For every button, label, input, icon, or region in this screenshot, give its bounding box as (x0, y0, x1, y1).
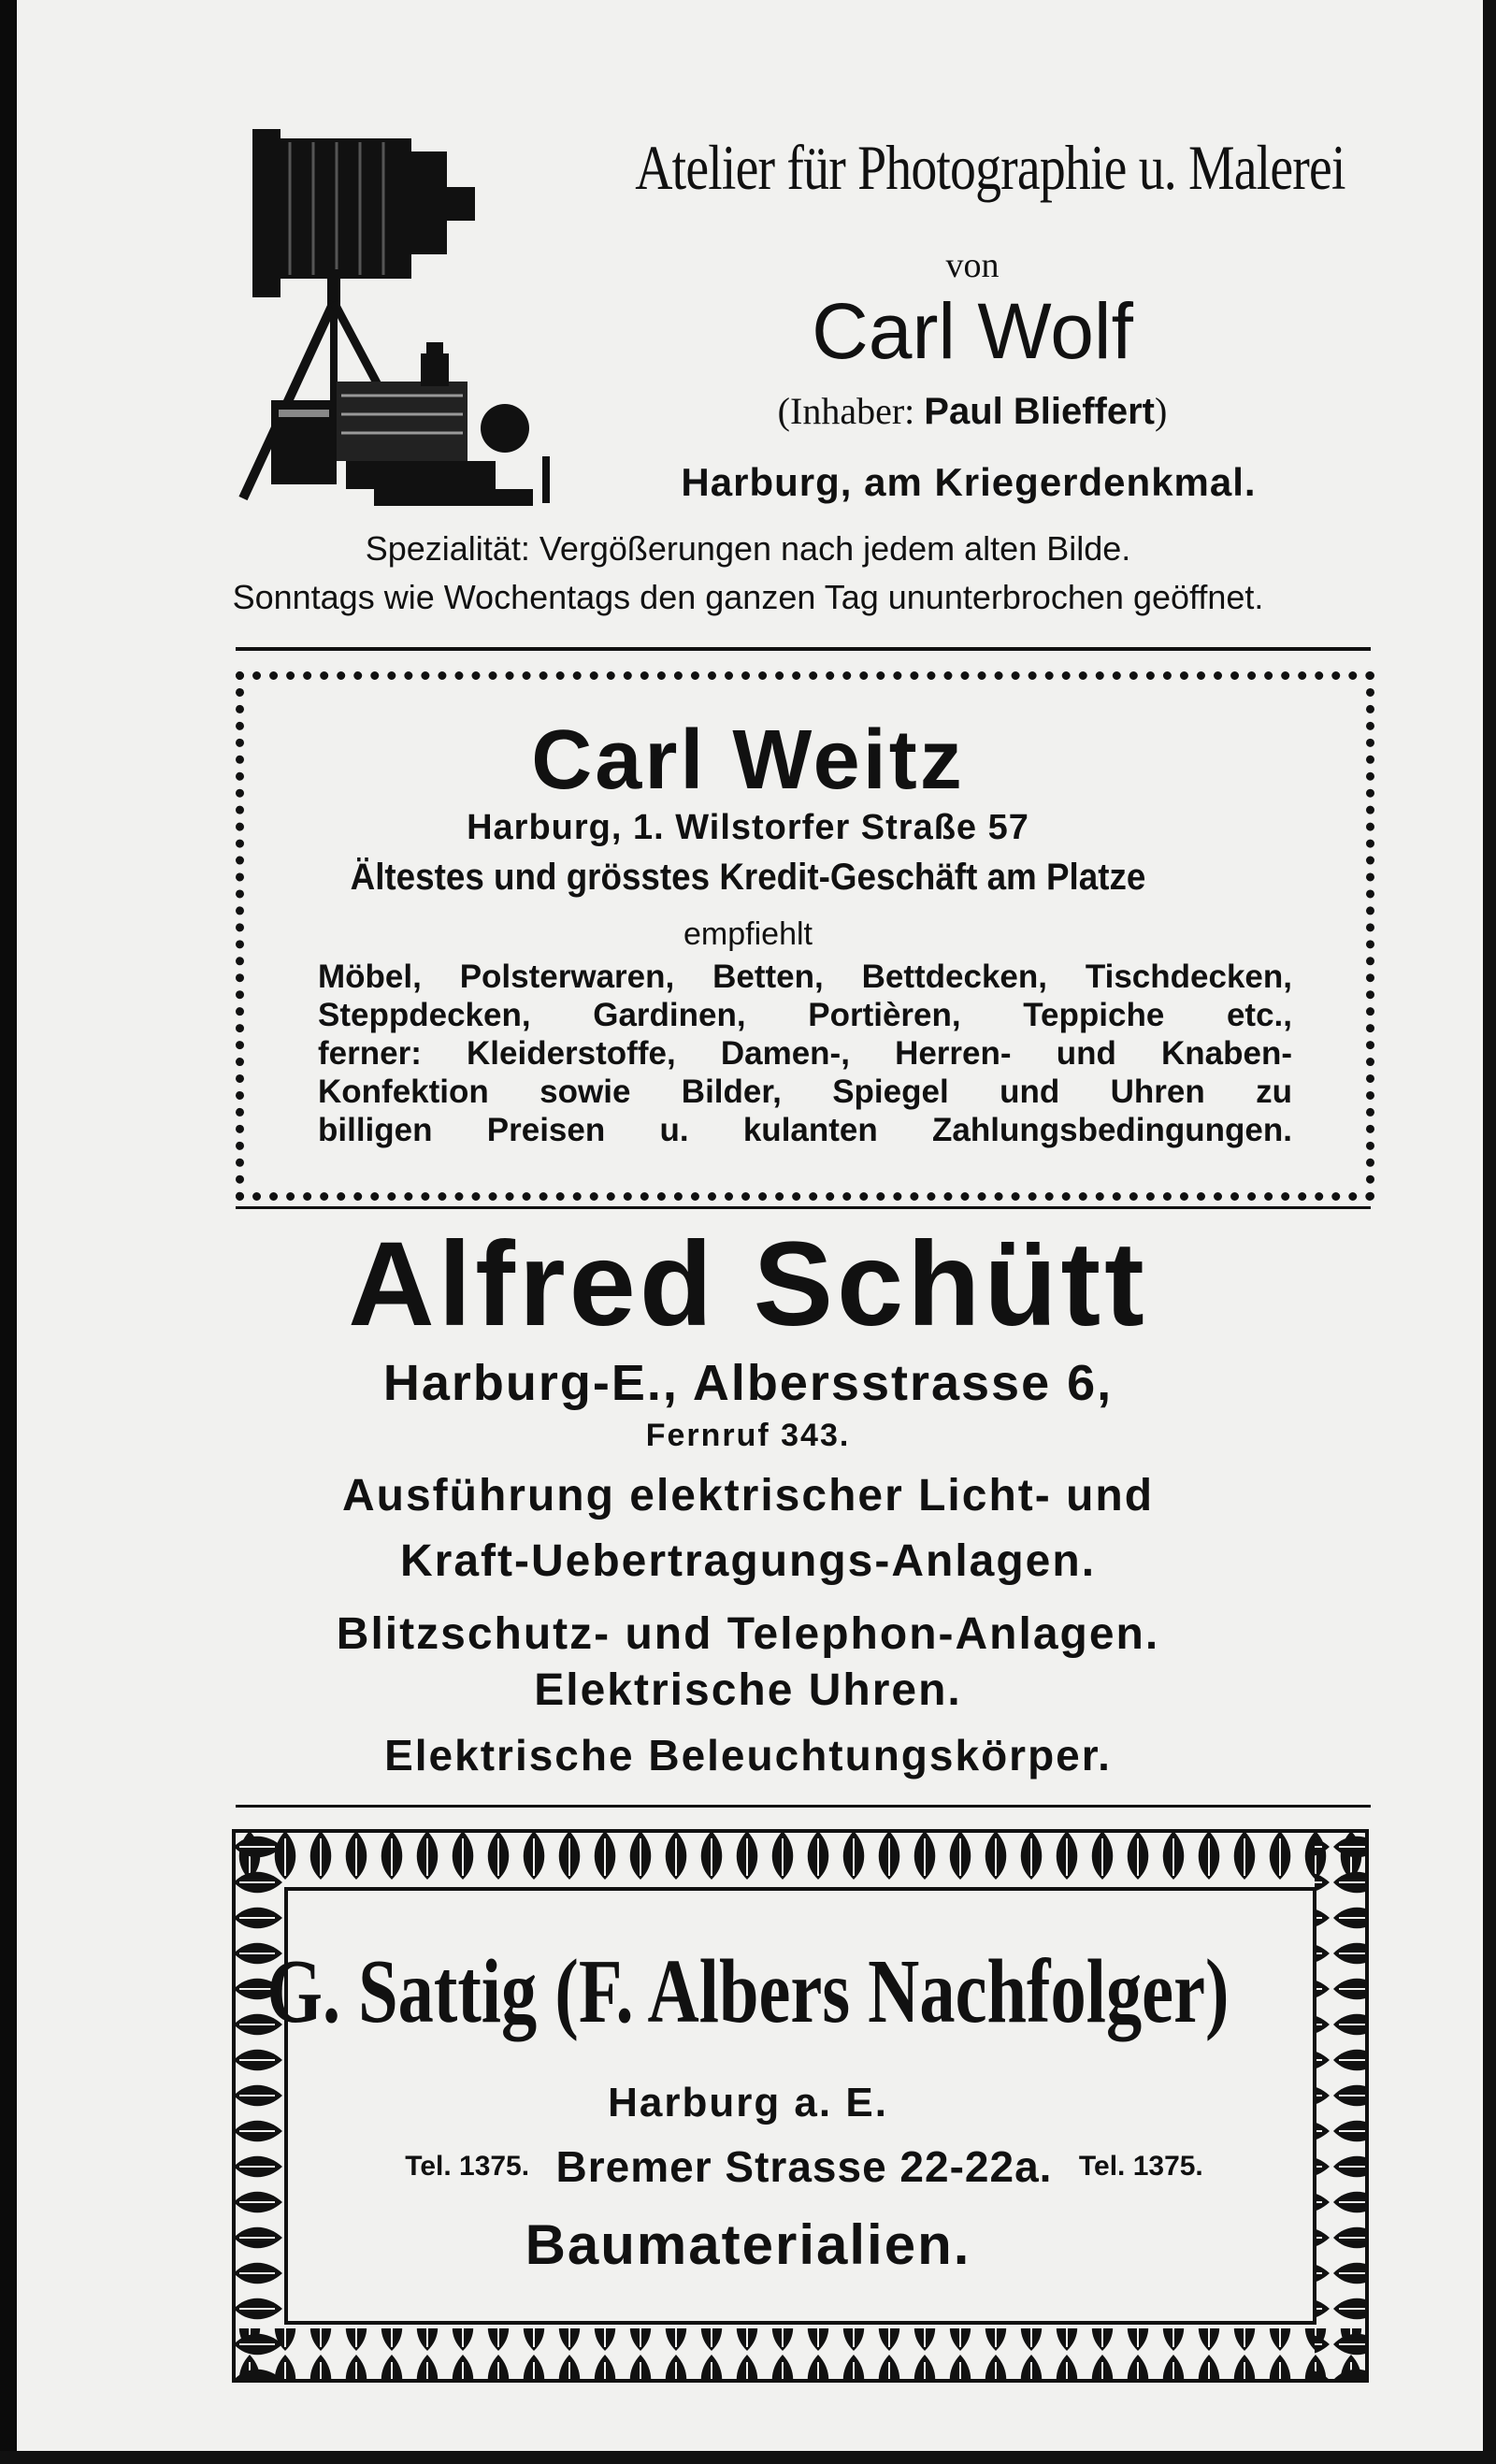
divider (236, 1805, 1371, 1808)
weitz-recommends: empfiehlt (683, 916, 813, 952)
schuett-service: Elektrische Beleuchtungskörper. (384, 1731, 1112, 1780)
sattig-tel-left: Tel. 1375. (405, 2151, 530, 2182)
weitz-name: Carl Weitz (531, 713, 965, 807)
holder-name: Paul Blieffert (924, 391, 1155, 432)
divider (236, 1206, 1371, 1209)
schuett-service: Ausführung elektrischer Licht- und (341, 1471, 1155, 1520)
schuett-service: Elektrische Uhren. (534, 1665, 962, 1715)
schuett-phone: Fernruf 343. (645, 1418, 851, 1453)
atelier-hours: Sonntags wie Wochentags den ganzen Tag ununterbrochen geöffnet. (232, 578, 1264, 616)
sattig-street-line (337, 2141, 1272, 2192)
atelier-specialty: Spezialität: Vergößerungen nach jedem alten Bilde. (365, 529, 1131, 568)
von-label: von (945, 246, 1000, 285)
sattig-city: Harburg a. E. (608, 2080, 888, 2125)
sattig-street: Bremer Strasse 22-22a. (555, 2142, 1053, 2191)
atelier-address: Harburg, am Kriegerdenkmal. (681, 460, 1257, 504)
divider (236, 647, 1371, 651)
weitz-line: Konfektion sowie Bilder, Spiegel und Uhren zu (318, 1073, 1292, 1110)
sattig-tel-right: Tel. 1375. (1078, 2151, 1203, 2182)
weitz-slogan: Ältestes und grösstes Kredit-Geschäft am Platze (350, 857, 1146, 898)
schuett-service: Kraft-Uebertragungs-Anlagen. (399, 1536, 1097, 1586)
holder-prefix: (Inhaber: (777, 390, 915, 432)
camera-tripod-icon (234, 129, 556, 512)
scan-edge-bottom (0, 2451, 1496, 2464)
owner-name: Carl Wolf (812, 287, 1133, 375)
schuett-address: Harburg-E., Albersstrasse 6, (382, 1355, 1114, 1411)
sattig-name: G. Sattig (F. Albers Nachfolger) (266, 1941, 1230, 2042)
weitz-line: Möbel, Polsterwaren, Betten, Bettdecken, Tischdecken, (318, 958, 1292, 995)
weitz-line: billigen Preisen u. kulanten Zahlungsbedingungen. (318, 1112, 1292, 1148)
weitz-line: ferner: Kleiderstoffe, Damen-, Herren- und Knaben- (318, 1035, 1292, 1072)
holder-suffix: ) (1154, 390, 1168, 432)
weitz-address: Harburg, 1. Wilstorfer Straße 57 (467, 808, 1029, 847)
weitz-line: Steppdecken, Gardinen, Portièren, Teppiche etc., (318, 997, 1292, 1033)
atelier-title: Atelier für Photographie u. Malerei (635, 132, 1345, 203)
schuett-service: Blitzschutz- und Telephon-Anlagen. (336, 1609, 1160, 1659)
sattig-goods: Baumaterialien. (525, 2213, 971, 2276)
holder-line (692, 389, 1253, 433)
schuett-name: Alfred Schütt (348, 1218, 1148, 1351)
weitz-product-list (318, 958, 1292, 1149)
